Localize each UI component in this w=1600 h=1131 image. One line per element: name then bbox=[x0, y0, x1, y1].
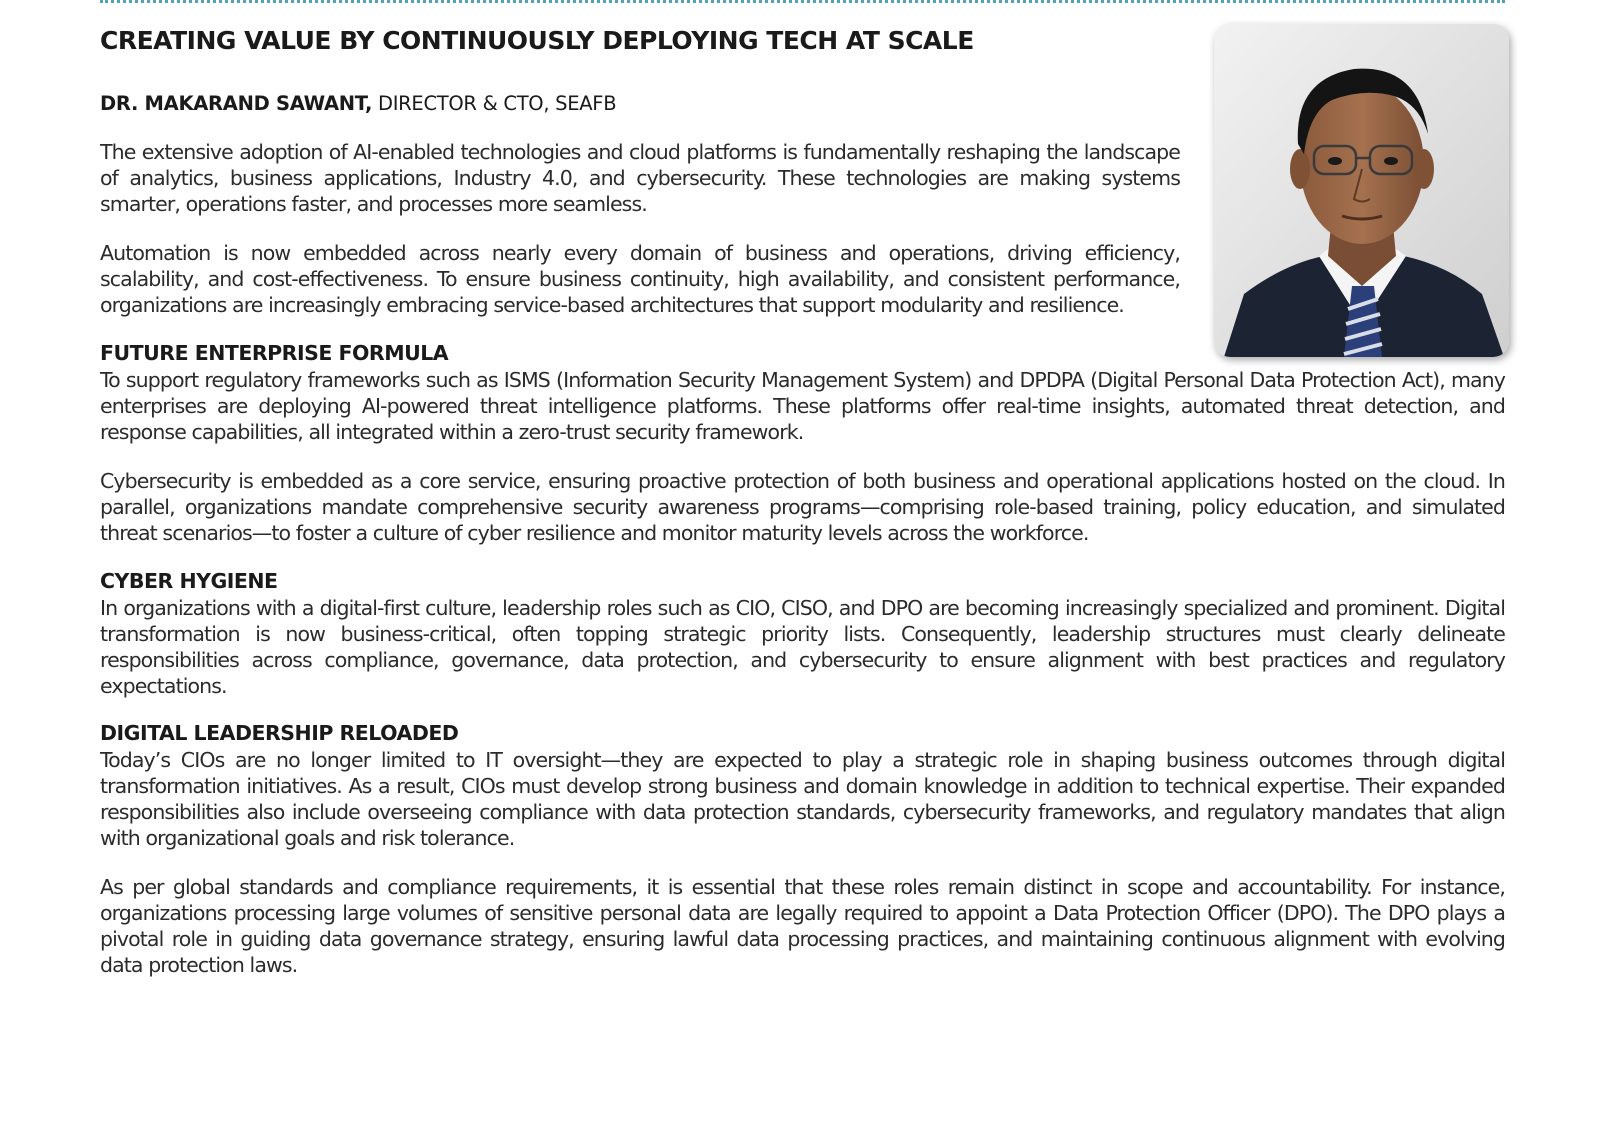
author-name: DR. MAKARAND SAWANT, bbox=[100, 92, 373, 115]
author-portrait-photo bbox=[1214, 24, 1509, 357]
section-heading-future-enterprise: FUTURE ENTERPRISE FORMULA bbox=[100, 341, 449, 365]
top-dotted-rule bbox=[100, 0, 1505, 3]
section-3-paragraph-1: Today’s CIOs are no longer limited to IT oversight—they are expected to play a strategic role in shaping business outcomes through digital transformation initiatives. As a result, CIOs must develop strong business and domain knowledge in addition to technical expertise. Their expanded responsibilities also include overseeing compliance with data protection standards, cybersecurity frameworks, and regulatory mandates that align with organizational goals and risk tolerance. bbox=[100, 748, 1505, 850]
section-1-paragraph-1: To support regulatory frameworks such as ISMS (Information Security Management System) and DPDPA (Digital Personal Data Protection Act), many enterprises are deploying AI-powered threat intelligence platforms. These platforms offer real-time insights, automated threat detection, and response capabilities, all integrated within a zero-trust security framework. bbox=[100, 368, 1505, 444]
section-2-paragraph-1: In organizations with a digital-first culture, leadership roles such as CIO, CISO, and DPO are becoming increasingly specialized and prominent. Digital transformation is now business-critical, often topping strategic priority lists. Consequently, leadership structures must clearly delineate responsibilities across compliance, governance, data protection, and cybersecurity to ensure alignment with best practices and regulatory expectations. bbox=[100, 596, 1505, 698]
intro-paragraph-2: Automation is now embedded across nearly every domain of business and operations, driving efficiency, scalability, and cost-effectiveness. To ensure business continuity, high availability, and consistent performance, organizations are increasingly embracing service-based architectures that support modularity and resilience. bbox=[100, 241, 1180, 317]
section-3-paragraph-2: As per global standards and compliance requirements, it is essential that these roles remain distinct in scope and accountability. For instance, organizations processing large volumes of sensitive personal data are legally required to appoint a Data Protection Officer (DPO). The DPO plays a pivotal role in guiding data governance strategy, ensuring lawful data processing practices, and maintaining continuous alignment with evolving data protection laws. bbox=[100, 875, 1505, 977]
section-1-paragraph-2: Cybersecurity is embedded as a core service, ensuring proactive protection of both business and operational applications hosted on the cloud. In parallel, organizations mandate comprehensive security awareness programs—comprising role-based training, policy education, and simulated threat scenarios—to foster a culture of cyber resilience and monitor maturity levels across the workforce. bbox=[100, 469, 1505, 545]
intro-paragraph-1: The extensive adoption of AI-enabled technologies and cloud platforms is fundamentally reshaping the landscape of analytics, business applications, Industry 4.0, and cybersecurity. These technologies are making systems smarter, operations faster, and processes more seamless. bbox=[100, 140, 1180, 216]
page-title: CREATING VALUE BY CONTINUOUSLY DEPLOYING TECH AT SCALE bbox=[100, 26, 974, 55]
author-byline bbox=[100, 92, 616, 115]
author-role: DIRECTOR & CTO, SEAFB bbox=[372, 92, 617, 115]
section-heading-digital-leadership: DIGITAL LEADERSHIP RELOADED bbox=[100, 721, 459, 745]
section-heading-cyber-hygiene: CYBER HYGIENE bbox=[100, 569, 278, 593]
